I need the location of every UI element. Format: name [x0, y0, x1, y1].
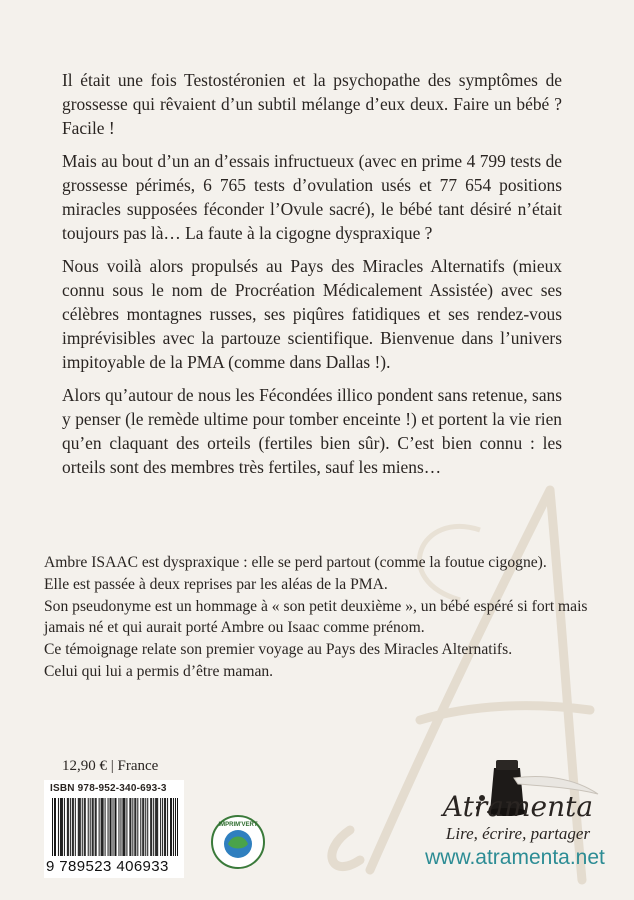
- barcode-bar: [110, 798, 111, 856]
- barcode-bar: [153, 798, 154, 856]
- barcode-bar: [85, 798, 86, 856]
- publisher-name: Atramenta: [442, 790, 594, 823]
- barcode-bar: [130, 798, 131, 856]
- barcode-bar: [115, 798, 116, 856]
- barcode-bar: [64, 798, 65, 856]
- barcode-bar: [135, 798, 136, 856]
- barcode-bar: [177, 798, 178, 856]
- barcode-bar: [60, 798, 61, 856]
- barcode-bar: [171, 798, 172, 856]
- barcode-bar: [70, 798, 71, 856]
- barcode-bar: [58, 798, 59, 856]
- author-bio-line: Ambre ISAAC est dyspraxique : elle se perd partout (comme la foutue cigogne).: [44, 554, 547, 571]
- barcode-bar: [116, 798, 117, 856]
- barcode-bar: [170, 798, 171, 856]
- blurb-paragraph: Alors qu’autour de nous les Fécondées illico pondent sans retenue, sans y penser (le remède ultime pour tomber enceinte !) et portent la vie rien qu’en claquant des orteils (fertiles bien sûr). C’est bien connu : les orteils sont des membres très fertiles, sauf les miens…: [62, 385, 562, 477]
- barcode-bar: [134, 798, 135, 856]
- barcode-bar: [175, 798, 176, 856]
- barcode-bar: [99, 798, 100, 856]
- barcode-bar: [147, 798, 148, 856]
- barcode-bar: [132, 798, 133, 856]
- blurb-paragraph: Il était une fois Testostéronien et la psychopathe des symptômes de grossesse qui rêvaient d’un subtil mélange d’eux deux. Faire un bébé ? Facile !: [62, 70, 562, 138]
- barcode-bar: [165, 798, 166, 856]
- author-bio-line: Celui qui lui a permis d’être maman.: [44, 662, 274, 680]
- barcode-bar: [150, 798, 151, 856]
- barcode-bar: [126, 798, 127, 856]
- back-cover-blurb: [62, 68, 562, 488]
- barcode-bar: [61, 798, 62, 856]
- barcode-bar: [108, 798, 109, 856]
- barcode-bar: [151, 798, 152, 856]
- barcode-bar: [96, 798, 97, 856]
- barcode-bar: [142, 798, 143, 856]
- barcode-bar: [160, 798, 161, 856]
- author-bio-line: Son pseudonyme est un hommage à « son petit deuxième », un bébé espéré si fort mais jamais né et qui aurait porté Ambre ou Isaac comme prénom.: [44, 597, 588, 637]
- barcode-bar: [120, 798, 121, 856]
- barcode-bar: [84, 798, 85, 856]
- barcode-bar: [113, 798, 114, 856]
- barcode-bar: [95, 798, 96, 856]
- barcode-bar: [72, 798, 73, 856]
- barcode-bar: [145, 798, 146, 856]
- publisher-website: www.atramenta.net: [425, 846, 605, 869]
- imprimvert-text: IMPRIM'VERT: [218, 822, 258, 828]
- barcode-bar: [88, 798, 89, 856]
- barcode-bar: [143, 798, 144, 856]
- barcode-bar: [103, 798, 104, 856]
- barcode-bar: [173, 798, 174, 856]
- price-label: 12,90 € | France: [62, 758, 159, 774]
- blurb-paragraph: Nous voilà alors propulsés au Pays des Miracles Alternatifs (mieux connu sous le nom de Procréation Médicalement Assistée) avec ses célèbres montagnes russes, ses piqûres fatidiques et ses rendez-vous imprévisibles avec la partouze scientifique. Bienvenue dans l’univers impitoyable de la PMA (comme dans Dallas !).: [62, 256, 562, 372]
- barcode-bar: [62, 798, 63, 856]
- isbn-label: ISBN 978-952-340-693-3: [50, 783, 167, 794]
- barcode-bar: [137, 798, 138, 856]
- barcode-bar: [124, 798, 125, 856]
- imprimvert-logo: [210, 814, 266, 870]
- author-bio-line: Elle est passée à deux reprises par les aléas de la PMA.: [44, 575, 388, 593]
- barcode-bar: [162, 798, 163, 856]
- barcode-bar: [123, 798, 124, 856]
- barcode-bar: [102, 798, 103, 856]
- isbn-barcode: [44, 780, 184, 878]
- barcode-bar: [73, 798, 74, 856]
- barcode-bar: [93, 798, 94, 856]
- barcode-bar: [54, 798, 55, 856]
- barcode-bar: [92, 798, 93, 856]
- barcode-bar: [55, 798, 56, 856]
- barcode-bar: [82, 798, 83, 856]
- barcode-bar: [67, 798, 68, 856]
- barcode-bar: [105, 798, 106, 856]
- isbn-digits: 9 789523 406933: [46, 858, 169, 875]
- barcode-bar: [156, 798, 157, 856]
- barcode-bar: [140, 798, 141, 856]
- barcode-bar: [164, 798, 165, 856]
- barcode-bar: [157, 798, 158, 856]
- barcode-bar: [52, 798, 53, 856]
- barcode-bar: [75, 798, 76, 856]
- barcode-bar: [155, 798, 156, 856]
- publisher-tagline: Lire, écrire, partager: [445, 824, 591, 843]
- barcode-bar: [111, 798, 112, 856]
- author-bio-line: Ce témoignage relate son premier voyage au Pays des Miracles Alternatifs.: [44, 641, 513, 659]
- barcode-bar: [79, 798, 80, 856]
- barcode-bar: [167, 798, 168, 856]
- barcode-bar: [129, 798, 130, 856]
- barcode-bar: [90, 798, 91, 856]
- barcode-bar: [118, 798, 119, 856]
- barcode-bar: [122, 798, 123, 856]
- barcode-bar: [101, 798, 102, 856]
- barcode-bars: [52, 798, 178, 856]
- blurb-paragraph: Mais au bout d’un an d’essais infructueux (avec en prime 4 799 tests de grossesse périmés, 6 765 tests d’ovulation usés et 77 654 positions miracles supposées féconder l’Ovule sacré), le bébé tant désiré n’était toujours pas là… La faute à la cigogne dyspraxique ?: [62, 151, 562, 243]
- barcode-bar: [68, 798, 69, 856]
- author-bio: [44, 552, 604, 683]
- barcode-bar: [78, 798, 79, 856]
- barcode-bar: [80, 798, 81, 856]
